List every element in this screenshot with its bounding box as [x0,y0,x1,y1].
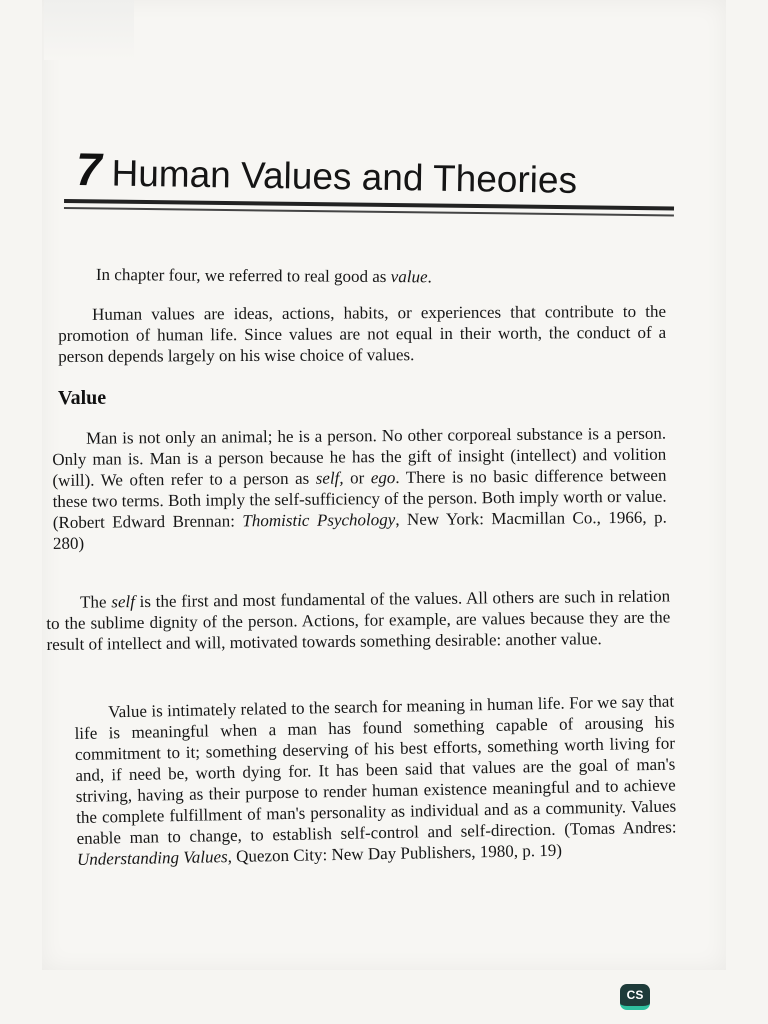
value-paragraph-3 [74,690,677,869]
intro-period: . [427,267,432,287]
chapter-title-text: Human Values and Theories [111,152,578,201]
value-paragraph-1 [52,423,667,554]
intro-2-text: Human values are ideas, actions, habits, or experiences that contribute to the promotion of human life. Since values are not equal in their worth, the conduct of a person depends largely on his wise choice of values. [58,301,667,366]
italic-self: self, [315,468,344,488]
italic-self: self [111,592,135,612]
value-paragraph-2 [46,585,671,655]
indent [74,717,108,718]
camscanner-logo-icon: CS [620,984,650,1010]
intro-paragraph-2 [58,301,666,367]
text: , Quezon City: New Day Publishers, 1980, p. 19) [227,840,563,867]
text: Value is intimately related to the search for meaning in human life. For we say that life is meaningful when a man has found something capable of arousing his commitment to it; something deserving of his best efforts, something worth living for and, if need be, worth dying for. It has been said that values are the goal of man's striving, having as their purpose to render human existence meaningful and to achieve the complete fulfillment of man's personality as individual and as a community. Values enable man to change, to establish self-control and self-direction. (Tomas Andres: [74,691,677,848]
text: , New York: Macmillan Co., 1966, p. 280) [52,507,667,553]
text: Man is not only an animal; he is a person. No other corporeal substance is a person. Only man is. Man is a person because he has the gift of insight (intellect) and volition (will). We often refer to a person as [52,423,667,490]
text: is the first and most fundamental of the values. All others are such in relation to the sublime dignity of the person. Actions, for example, are values because they are the result of intellect and will, motivated towards something desirable: another value. [46,586,671,654]
intro-italic-value: value [390,267,428,287]
section-heading-value: Value [58,387,107,409]
text: or [343,468,371,488]
text: The [80,592,112,612]
page-bleed-mark [44,0,134,60]
italic-ego: ego [370,468,396,488]
text: . There is no basic difference between these two terms. Both imply the self-sufficiency of the person. Both imply worth or value. (Robert Edward Brennan: [52,465,667,532]
chapter-number: 7 [75,143,103,196]
intro-text: In chapter four, we referred to real good as [95,264,391,287]
intro-paragraph-1 [96,264,656,289]
italic-book-title: Thomistic Psychology [242,510,396,531]
italic-book-title: Understanding Values [76,847,228,869]
